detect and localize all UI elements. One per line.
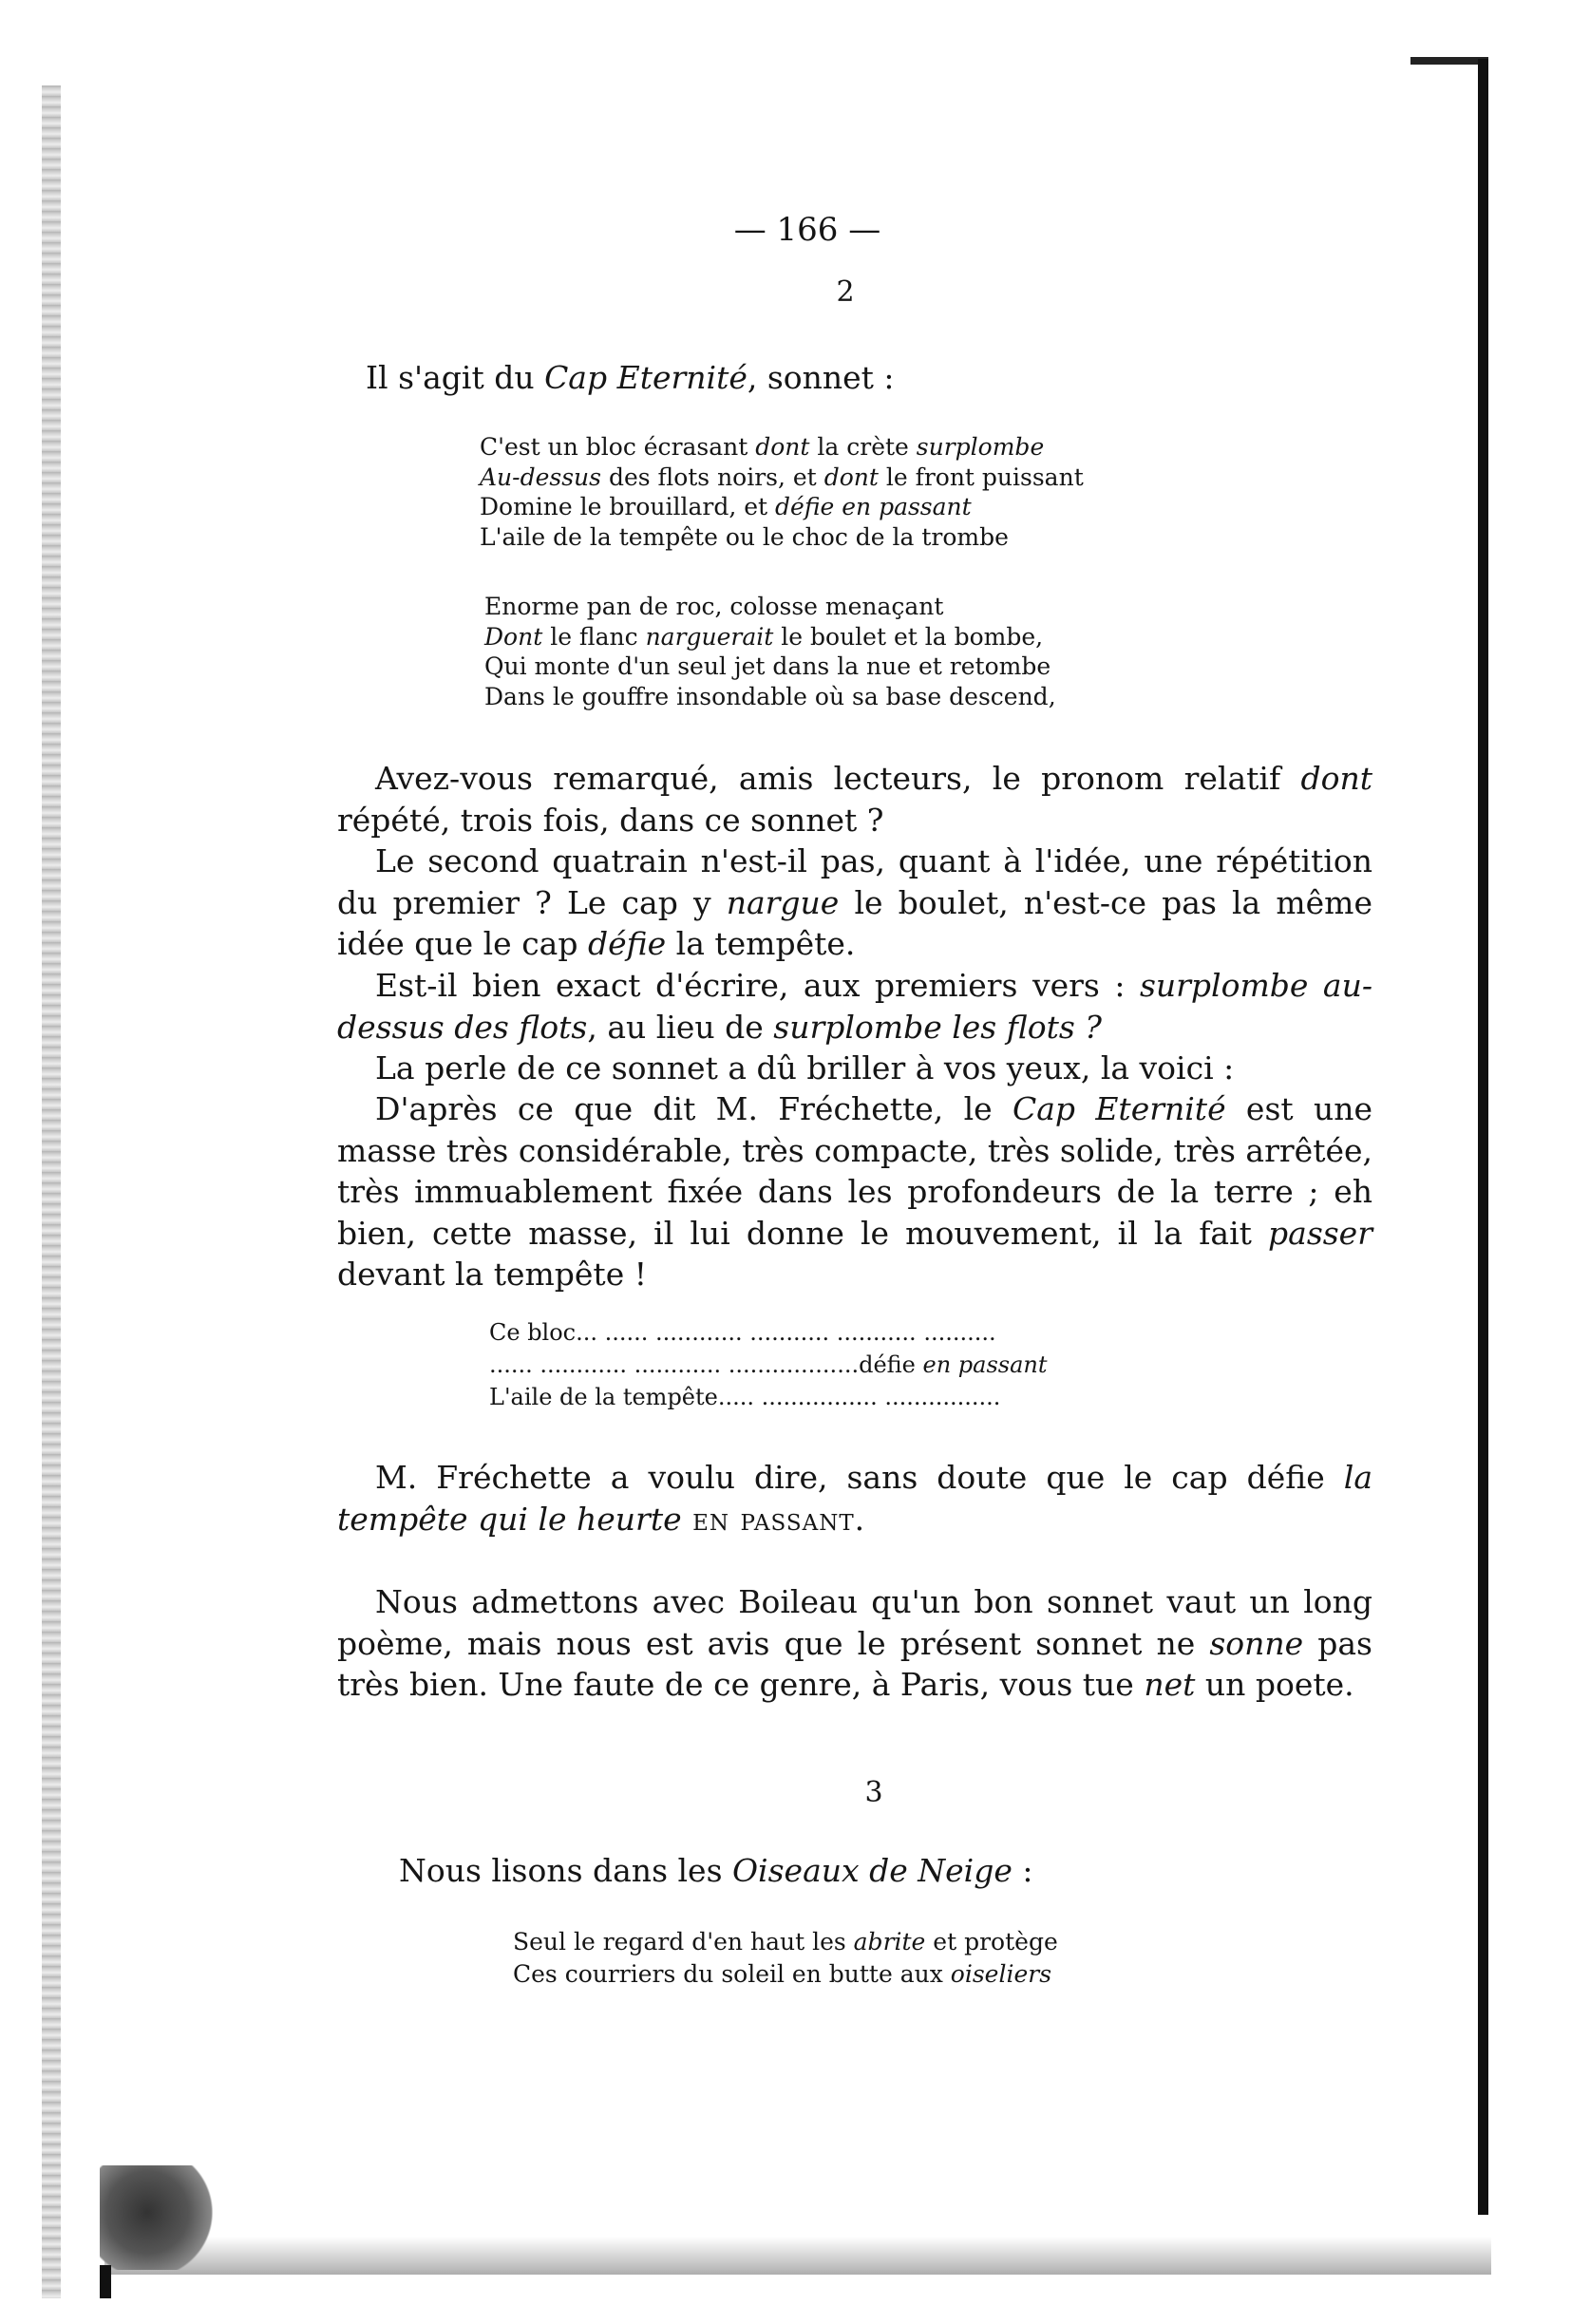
verse-line: Domine le brouillard, et défie en passant [480,493,972,520]
scan-edge-right-top [1410,57,1488,65]
paragraph-surplombe: Est-il bien exact d'écrire, aux premiers vers : surplombe au-dessus des flots, au lieu de surplombe les flots ? [337,967,1372,1046]
scan-edge-right [1478,59,1488,2215]
paragraph-frechette-masse: D'après ce que dit M. Fréchette, le Cap Eternité est une masse très considérable, très compacte, très solide, très arrêtée, très immuablement fixée dans les profondeurs de la terre ; eh bien, cette masse, il lui donne le mouvement, il la fait passer devant la tempête ! [337,1090,1372,1293]
paragraph-pronom-dont: Avez-vous remarqué, amis lecteurs, le pronom relatif dont répété, trois fois, dans ce sonnet ? [337,760,1372,839]
verse-line: Dont le flanc narguerait le boulet et la bombe, [484,622,1044,651]
verse-line: Enorme pan de roc, colosse menaçant [484,593,944,620]
paragraph-perle: La perle de ce sonnet a dû briller à vos yeux, la voici : [375,1049,1235,1086]
intro-sonnet-line: Il s'agit du Cap Eternité, sonnet : [366,359,895,396]
paragraph-second-quatrain: Le second quatrain n'est-il pas, quant à l'idée, une répétition du premier ? Le cap y nargue le boulet, n'est-ce pas la même idée que le cap défie la tempête. [337,842,1372,962]
verse-line: Au-dessus des flots noirs, et dont le front puissant [480,463,1084,491]
page-number-header: — 166 — [733,211,881,249]
verse-line: C'est un bloc écrasant dont la crète surplombe [480,433,1045,461]
scan-corner-bar [100,2265,111,2298]
section-number-3: 3 [864,1776,883,1809]
verse-line: Qui monte d'un seul jet dans la nue et retombe [484,652,1051,680]
sonnet-quatrain-1 [480,432,1084,552]
ellipsis-line: Ce bloc... ...... ............ ........... ........... .......... [489,1319,996,1346]
intro-oiseaux-line: Nous lisons dans les Oiseaux de Neige : [399,1852,1033,1889]
ellipsis-quote-block [489,1316,1048,1413]
ellipsis-line: L'aile de la tempête..... ................ ................ [489,1384,1001,1410]
paragraph-en-passant: M. Fréchette a voulu dire, sans doute que le cap défie la tempête qui le heurte en passant. [337,1459,1372,1538]
sonnet-quatrain-2 [484,592,1056,711]
section-number-2: 2 [836,275,855,309]
oiseaux-verse [513,1926,1058,1991]
scan-corner-blot [100,2165,218,2270]
verse-line: Seul le regard d'en haut les abrite et protège [513,1928,1058,1956]
paragraph-boileau: Nous admettons avec Boileau qu'un bon sonnet vaut un long poème, mais nous est avis que le présent sonnet ne sonne pas très bien. Une faute de ce genre, à Paris, vous tue net un poete. [337,1583,1372,1703]
scan-edge-bottom [104,2237,1491,2275]
verse-line: Dans le gouffre insondable où sa base descend, [484,682,1056,710]
scan-edge-left [42,85,61,2298]
verse-line: L'aile de la tempête ou le choc de la trombe [480,522,1009,551]
ellipsis-line: ...... ............ ............ ..................défie en passant [489,1351,1048,1378]
verse-line: Ces courriers du soleil en butte aux oiseliers [513,1960,1052,1988]
